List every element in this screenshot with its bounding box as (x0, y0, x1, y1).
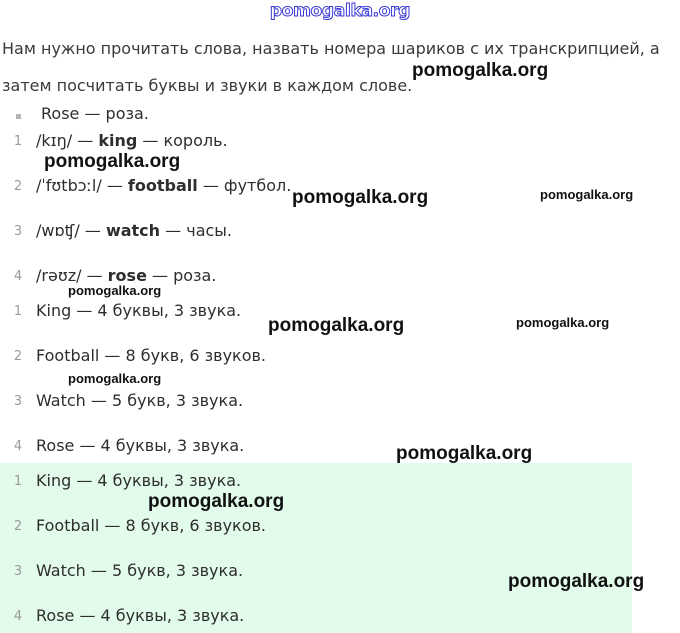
watermark: pomogalka.org (68, 283, 162, 298)
english-word: rose (107, 266, 147, 285)
list-number: 4 (13, 439, 23, 454)
watermark: pomogalka.org (68, 371, 162, 386)
english-word: watch (105, 221, 161, 240)
list-item-text: Watch — 5 букв, 3 звука. (36, 561, 244, 580)
list-item-text: Watch — 5 букв, 3 звука. (36, 391, 244, 410)
transcription: /rəʊz/ — (36, 266, 108, 285)
transcription: /ˈfʊtbɔːl/ — (36, 176, 128, 195)
task-intro: Нам нужно прочитать слова, назвать номера шариков с их транскрипцией, а затем посчитать буквы и звуки в каждом слове. (2, 39, 660, 95)
translation: — роза. (146, 266, 217, 285)
list-item-text (36, 176, 291, 195)
translation: — футбол. (197, 176, 292, 195)
list-number: 3 (13, 564, 23, 579)
list-item-text: Rose — роза. (41, 104, 149, 123)
translation: — король. (137, 131, 228, 150)
transcription: /kɪŋ/ — (36, 131, 99, 150)
list-item-text: King — 4 буквы, 3 звука. (36, 301, 242, 320)
watermark: pomogalka.org (412, 60, 549, 81)
list-number: 1 (13, 304, 23, 319)
list-number: 4 (13, 609, 23, 624)
list-number: 2 (13, 349, 23, 364)
list-number: 1 (13, 474, 23, 489)
translation: — часы. (160, 221, 233, 240)
list-item-text (36, 131, 228, 150)
list-number: 1 (13, 134, 23, 149)
list-item-text: Rose — 4 буквы, 3 звука. (36, 436, 245, 455)
list-item-text (36, 221, 232, 240)
watermark: pomogalka.org (396, 443, 533, 464)
english-word: king (98, 131, 138, 150)
list-item-text: Football — 8 букв, 6 звуков. (36, 346, 267, 365)
watermark: pomogalka.org (516, 315, 610, 330)
list-item-text: Football — 8 букв, 6 звуков. (36, 516, 267, 535)
watermark: pomogalka.org (148, 491, 285, 512)
list-item-text: King — 4 буквы, 3 звука. (36, 471, 242, 490)
watermark: pomogalka.org (292, 187, 429, 208)
list-number: 2 (13, 519, 23, 534)
watermark: pomogalka.org (508, 571, 645, 592)
watermark: pomogalka.org (540, 187, 634, 202)
list-number: 4 (13, 269, 23, 284)
bullet-icon (16, 114, 21, 119)
list-number: 2 (13, 179, 23, 194)
watermark: pomogalka.org (44, 151, 181, 172)
list-item-text: Rose — 4 буквы, 3 звука. (36, 606, 245, 625)
english-word: football (127, 176, 198, 195)
watermark: pomogalka.org (268, 315, 405, 336)
list-number: 3 (13, 394, 23, 409)
transcription: /wɒʧ/ — (36, 221, 106, 240)
list-number: 3 (13, 224, 23, 239)
site-watermark: pomogalka.org (269, 1, 411, 21)
